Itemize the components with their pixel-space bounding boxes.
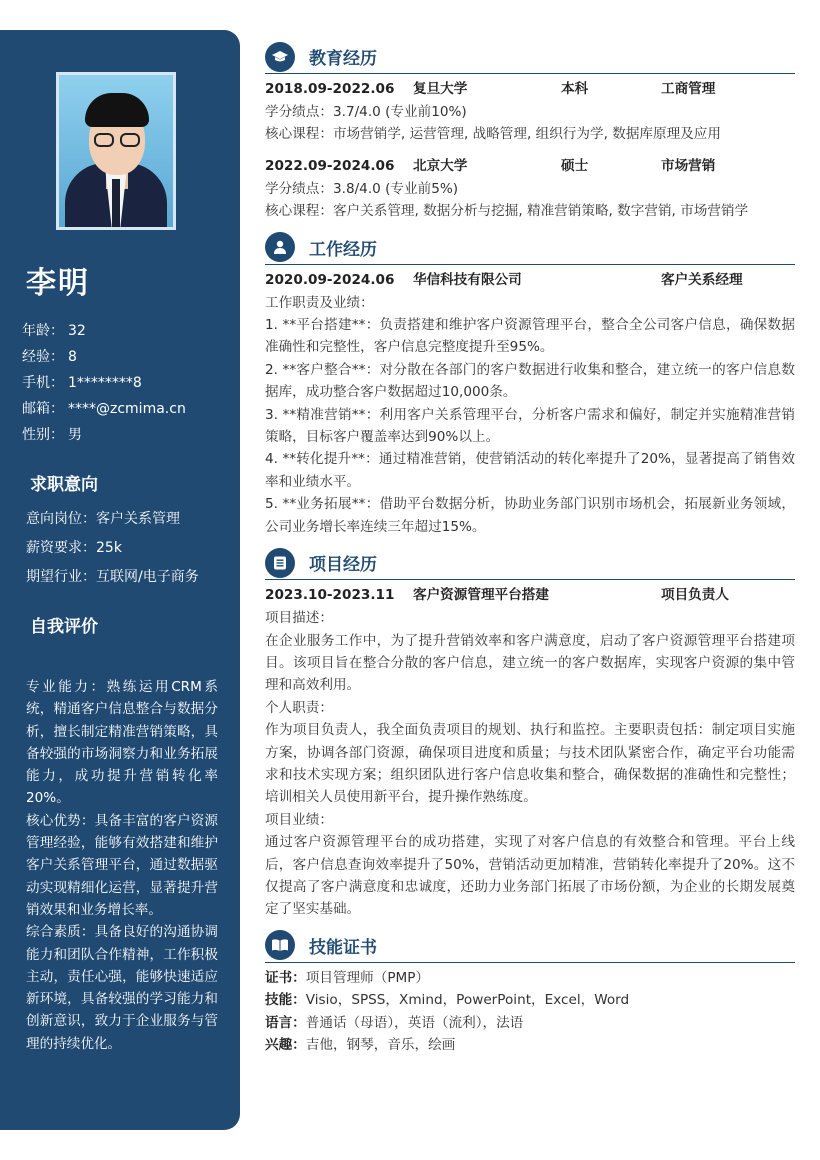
section-title: 项目经历: [309, 555, 377, 576]
education-entry-header: 2018.09-2022.06 复旦大学 本科 工商管理: [265, 81, 716, 97]
self-eval-paragraph: 专业能力：熟练运用CRM系统，精通客户信息整合与数据分析，擅长制定精准营销策略，具备较强的市场洞察力和业务拓展能力，成功提升营销转化率20%。: [26, 679, 218, 807]
person-icon: [265, 232, 295, 262]
education-entry-header: 2022.09-2024.06 北京大学 硕士 市场营销: [265, 157, 716, 174]
sidebar: [0, 30, 240, 1130]
work-line: 4. **转化提升**：通过精准营销，使营销活动的转化率提升了20%，显著提高了销售效率和业绩水平。: [265, 451, 795, 490]
section-title: 技能证书: [309, 937, 377, 958]
info-experience: 经验： 8: [22, 349, 77, 365]
intent-salary: 薪资要求：25k: [26, 540, 122, 556]
section-header: [265, 929, 795, 963]
gpa-line: 学分绩点：3.8/4.0 (专业前5%): [265, 180, 459, 197]
intent-industry: 期望行业：互联网/电子商务: [26, 569, 199, 585]
skill-row: 证书：项目管理师（PMP）: [265, 969, 430, 986]
work-line: 1. **平台搭建**：负责搭建和维护客户资源管理平台，整合全公司客户信息，确保数据准确性和完整性，客户信息完整度提升至95%。: [265, 317, 795, 356]
self-eval-heading: 自我评价: [30, 617, 98, 637]
project-line: 作为项目负责人，我全面负责项目的规划、执行和监控。主要职责包括：制定项目实施方案，协调各部门资源，确保项目进度和质量；与技术团队紧密合作，确定平台功能需求和技术实现方案；组织团队进行客户信息收集和整合，确保数据的准确性和完整性；培训相关人员使用新平台，提升操作熟练度。: [265, 722, 795, 806]
gpa-line: 学分绩点：3.7/4.0 (专业前10%): [265, 104, 467, 120]
skills-section: [265, 929, 795, 1057]
work-line: 2. **客户整合**：对分散在各部门的客户数据进行收集和整合，建立统一的客户信息数据库，成功整合客户数据超过10,000条。: [265, 361, 795, 401]
project-entry-header: 2023.10-2023.11 客户资源管理平台搭建 项目负责人: [265, 587, 729, 604]
job-intent: [26, 508, 236, 595]
education-section: [265, 40, 795, 223]
section-header: [265, 231, 795, 265]
project-line: 个人职责：: [265, 699, 333, 716]
self-eval-paragraph: 核心优势：具备丰富的客户资源管理经验，能够有效搭建和维护客户关系管理平台，通过数据驱动实现精细化运营，显著提升营销效果和业务增长率。: [26, 812, 218, 918]
courses-line: 核心课程：客户关系管理, 数据分析与挖掘, 精准营销策略, 数字营销, 市场营销学: [265, 203, 749, 220]
self-evaluation: [26, 676, 218, 1055]
project-line: 在企业服务工作中，为了提升营销效率和客户满意度，启动了客户资源管理平台搭建项目。该项目旨在整合分散的客户信息，建立统一的客户数据库，实现客户资源的集中管理和高效利用。: [265, 632, 795, 694]
project-line: 项目业绩：: [265, 811, 333, 828]
section-title: 工作经历: [309, 239, 377, 260]
work-section: [265, 231, 795, 538]
work-entry-header: 2020.09-2024.06 华信科技有限公司 客户关系经理: [265, 271, 743, 288]
work-line: 工作职责及业绩：: [265, 294, 374, 311]
section-title: 教育经历: [309, 49, 377, 69]
project-line: 项目描述：: [265, 610, 333, 627]
info-gender: 性别： 男: [22, 427, 82, 443]
main-content: [265, 40, 795, 1056]
basic-info: [22, 320, 232, 450]
self-eval-paragraph: 综合素质：具备良好的沟通协调能力和团队合作精神，工作积极主动，责任心强，能够快速适应新环境，具备较强的学习能力和创新意识，致力于企业服务与管理的持续优化。: [26, 924, 218, 1052]
candidate-name: 李明: [26, 266, 90, 301]
project-section: [265, 546, 795, 921]
list-icon: [265, 548, 295, 578]
profile-photo: [56, 72, 176, 230]
section-header: [265, 40, 795, 74]
intent-heading: 求职意向: [30, 475, 98, 495]
project-line: 通过客户资源管理平台的成功搭建，实现了对客户信息的有效整合和管理。平台上线后，客户信息查询效率提升了50%，营销活动更加精准，营销转化率提升了20%。这不仅提高了客户满意度和忠诚度，还助力业务部门拓展了市场份额，为企业的长期发展奠定了坚实基础。: [265, 834, 795, 918]
book-icon: [265, 930, 295, 960]
section-header: [265, 546, 795, 580]
skill-row: 兴趣：吉他，钢琴，音乐，绘画: [265, 1037, 456, 1053]
work-line: 3. **精准营销**：利用客户关系管理平台，分析客户需求和偏好，制定并实施精准营销策略，目标客户覆盖率达到90%以上。: [265, 406, 795, 446]
courses-line: 核心课程：市场营销学, 运营管理, 战略管理, 组织行为学, 数据库原理及应用: [265, 126, 721, 143]
info-age: 年龄： 32: [22, 323, 86, 339]
intent-position: 意向岗位：客户关系管理: [26, 511, 180, 527]
work-line: 5. **业务拓展**：借助平台数据分析，协助业务部门识别市场机会，拓展新业务领域，公司业务增长率连续三年超过15%。: [265, 496, 795, 535]
info-email: 邮箱： ****@zcmima.cn: [22, 401, 186, 417]
skill-row: 语言：普通话（母语），英语（流利），法语: [265, 1014, 524, 1031]
graduation-cap-icon: [265, 42, 295, 72]
info-phone: 手机： 1********8: [22, 375, 142, 391]
skill-row: 技能：Visio，SPSS，Xmind，PowerPoint，Excel，Word: [265, 992, 630, 1009]
